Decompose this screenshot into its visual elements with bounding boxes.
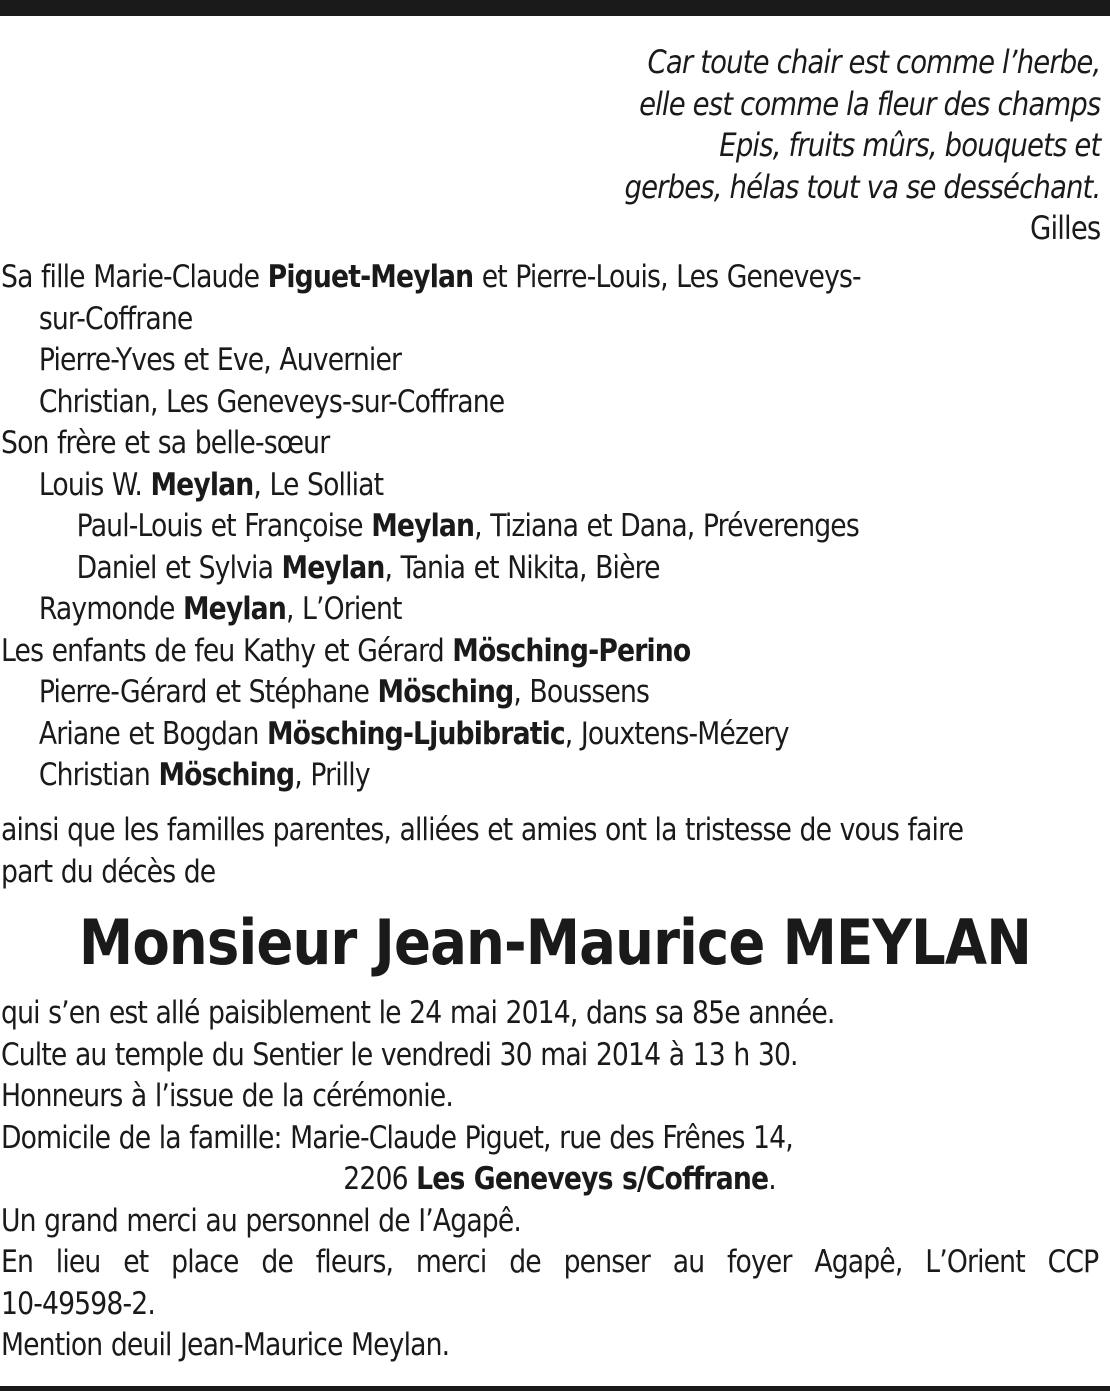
details-line: Culte au temple du Sentier le vendredi 30 mai 2014 à 13 h 30. [1, 1036, 798, 1073]
family-line [1, 548, 861, 590]
deceased-name-heading [0, 905, 1110, 981]
family-text: Louis W. [38, 466, 151, 503]
family-line [1, 465, 861, 507]
family-text: , Jouxtens-Mézery [564, 715, 789, 752]
flowers-word: et [123, 1244, 149, 1280]
family-line [1, 714, 861, 756]
poem-line: Car toute chair est comme l’herbe, [647, 43, 1100, 81]
poem-line: gerbes, hélas tout va se desséchant. [624, 167, 1100, 206]
city: Les Geneveys s/Coffrane [416, 1161, 769, 1197]
details-block [1, 993, 1098, 1367]
family-text: Ariane et Bogdan [38, 715, 268, 752]
flowers-word: Agapê, [814, 1244, 903, 1280]
family-surname: Piguet-Meylan [267, 259, 474, 295]
flowers-line [1, 1242, 1098, 1284]
flowers-word: foyer [727, 1244, 792, 1280]
family-line [1, 506, 861, 548]
announcement-line: part du décès de [1, 853, 216, 890]
flowers-word: de [509, 1244, 541, 1280]
details-line: Honneurs à l’issue de la cérémonie. [1, 1078, 453, 1114]
details-line: Mention deuil Jean-Maurice Meylan. [1, 1327, 450, 1363]
postcode: 2206 [343, 1161, 417, 1197]
poem-author: Gilles [1029, 209, 1100, 247]
family-text: Pierre-Gérard et Stéphane [38, 674, 378, 710]
details-line: 10-49598-2. [1, 1285, 155, 1322]
flowers-word: penser [563, 1244, 650, 1280]
family-text: , Le Solliat [253, 466, 384, 503]
family-text: , L’Orient [285, 591, 402, 627]
top-rule [0, 0, 1110, 16]
deceased-name: Monsieur Jean-Maurice MEYLAN [78, 906, 1032, 979]
family-surname: Meylan [371, 508, 475, 544]
family-text: Paul-Louis et Françoise [76, 508, 372, 544]
family-line: Christian, Les Geneveys-sur-Coffrane [38, 383, 505, 420]
family-line [1, 589, 861, 631]
flowers-word: au [672, 1244, 705, 1280]
bottom-rule [0, 1386, 1110, 1391]
details-line: Domicile de la famille: Marie-Claude Piguet, rue des Frênes 14, [1, 1119, 793, 1156]
family-text: Les enfants de feu Kathy et Gérard [1, 632, 453, 669]
family-line [1, 257, 861, 299]
family-surname: Mösching-Ljubibratic [267, 715, 565, 752]
family-text: Christian [38, 757, 159, 793]
family-line: Son frère et sa belle-sœur [1, 425, 330, 461]
details-address-line [1, 1159, 1098, 1201]
flowers-word: de [261, 1244, 293, 1280]
family-list [1, 257, 861, 797]
family-surname: Mösching [377, 674, 514, 710]
epigraph-poem [624, 42, 1100, 250]
flowers-word: fleurs, [315, 1244, 394, 1280]
family-surname: Meylan [182, 591, 286, 627]
family-text: , Tiziana et Dana, Préverenges [474, 508, 859, 544]
family-text: , Boussens [513, 674, 650, 710]
family-line: Pierre-Yves et Eve, Auvernier [38, 342, 402, 378]
announcement-line: ainsi que les familles parentes, alliées et amies ont la tristesse de vous faire [1, 812, 964, 848]
flowers-word: place [171, 1244, 239, 1280]
family-text: , Prilly [294, 757, 370, 793]
family-line [1, 672, 861, 714]
family-surname: Meylan [281, 549, 385, 586]
flowers-word: CCP [1047, 1244, 1099, 1280]
details-line: Un grand merci au personnel de I’Agapê. [1, 1202, 522, 1239]
flowers-word: L’Orient [925, 1244, 1025, 1280]
family-surname: Mösching-Perino [452, 632, 691, 669]
family-line [1, 631, 861, 673]
family-text: , Tania et Nikita, Bière [384, 549, 660, 586]
family-surname: Meylan [150, 466, 254, 503]
poem-line: Epis, fruits mûrs, bouquets et [718, 126, 1100, 164]
announcement [1, 810, 963, 893]
family-text: Daniel et Sylvia [76, 549, 282, 586]
family-text: et Pierre-Louis, Les Geneveys- [473, 259, 861, 295]
poem-line: elle est comme la fleur des champs [638, 84, 1100, 123]
flowers-word: En [1, 1244, 34, 1280]
family-surname: Mösching [158, 757, 295, 793]
city-period: . [768, 1161, 776, 1197]
family-line: sur-Coffrane [38, 300, 193, 337]
flowers-word: merci [415, 1244, 487, 1280]
family-text: Sa fille Marie-Claude [1, 259, 268, 295]
family-line [1, 755, 861, 797]
flowers-word: lieu [55, 1244, 101, 1280]
family-text: Raymonde [38, 591, 183, 627]
details-line: qui s’en est allé paisiblement le 24 mai 2014, dans sa 85e année. [1, 995, 835, 1031]
